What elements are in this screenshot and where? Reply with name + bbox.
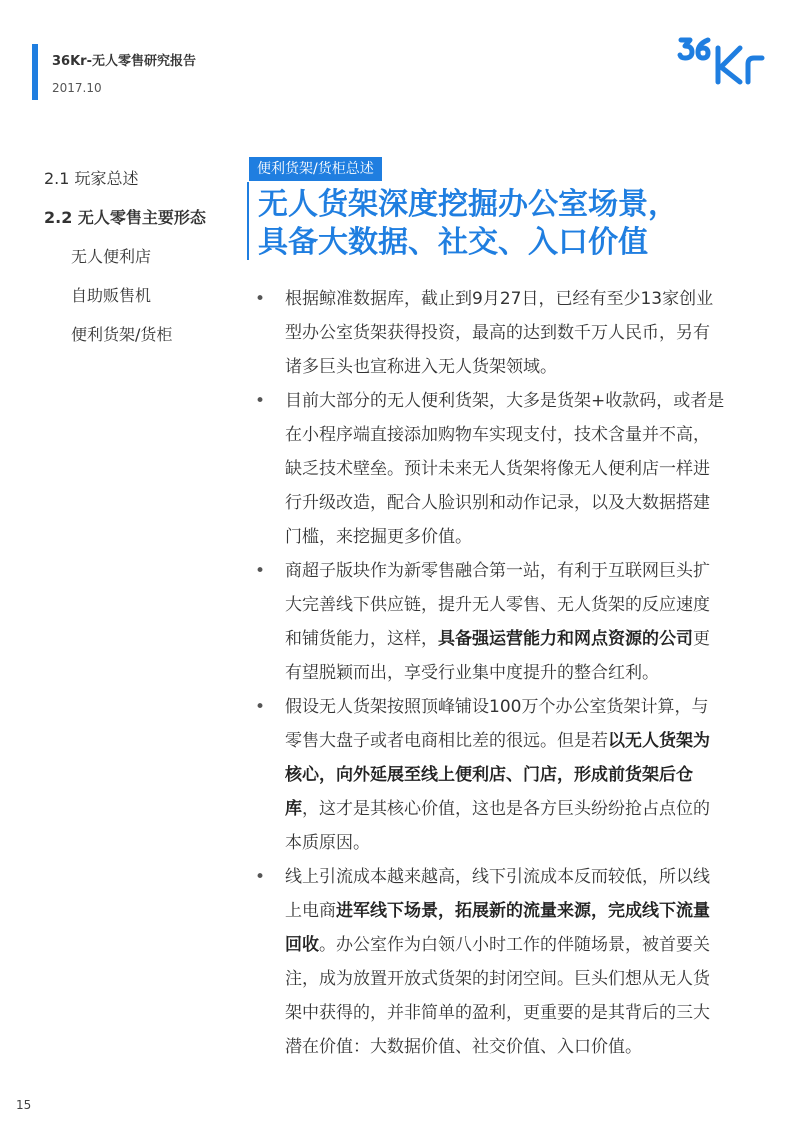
- bullet-text: 商超子版块作为新零售融合第一站，有利于互联网巨头扩大完善线下供应链，提升无人零售、无人货架的反应速度和铺货能力，这样，: [285, 561, 710, 649]
- toc-item-shelf-cabinet[interactable]: 便利货架/货柜: [71, 325, 173, 344]
- section-heading: [258, 186, 738, 262]
- toc-item-unmanned-store[interactable]: 无人便利店: [71, 247, 152, 266]
- toc-item-2-2[interactable]: 2.2 无人零售主要形态: [44, 208, 206, 227]
- bullet-text: ，这才是其核心价值，这也是各方巨头纷纷抢占点位的本质原因。: [285, 799, 710, 853]
- bullet-list: [255, 282, 725, 1064]
- bullet-item: [255, 860, 725, 1064]
- heading-accent-rule: [247, 182, 249, 260]
- bullet-dot-icon: •: [255, 561, 266, 581]
- bullet-item: [255, 554, 725, 690]
- bullet-text: 。办公室作为白领八小时工作的伴随场景，被首要关注，成为放置开放式货架的封闭空间。巨头们想从无人货架中获得的，并非简单的盈利，更重要的是其背后的三大潜在价值：大数据价值、社交价值、入口价值。: [285, 935, 710, 1057]
- page-number: 15: [16, 1098, 32, 1112]
- section-heading-line-1: 无人货架深度挖掘办公室场景，: [258, 187, 678, 222]
- bullet-text: 假设无人货架按照顶峰铺设100万个办公室货架计算，与零售大盘子或者电商相比差的很远。但是若: [285, 697, 709, 751]
- bullet-text: 线上引流成本越来越高，线下引流成本反而较低，所以线上电商: [285, 867, 710, 921]
- report-date: 2017.10: [52, 81, 102, 95]
- toc-item-vending-machine[interactable]: 自助贩售机: [71, 286, 152, 305]
- 36kr-logo: [676, 34, 768, 86]
- bullet-text: 更有望脱颖而出，享受行业集中度提升的整合红利。: [285, 629, 710, 683]
- bullet-text-emphasis: 以无人货架为核心，向外延展至线上便利店、门店，形成前货架后仓库: [285, 731, 710, 819]
- 36kr-logo-mark: [676, 34, 768, 86]
- bullet-dot-icon: •: [255, 697, 266, 717]
- bullet-item: [255, 282, 725, 384]
- bullet-dot-icon: •: [255, 867, 266, 887]
- header-accent-bar: [32, 44, 38, 100]
- bullet-dot-icon: •: [255, 289, 266, 309]
- bullet-item: [255, 384, 725, 554]
- report-title: 36Kr-无人零售研究报告: [52, 54, 196, 69]
- bullet-text: 目前大部分的无人便利货架，大多是货架+收款码，或者是在小程序端直接添加购物车实现支付，技术含量并不高，缺乏技术壁垒。预计未来无人货架将像无人便利店一样进行升级改造，配合人脸识别和动作记录，以及大数据搭建门槛，来挖掘更多价值。: [285, 391, 725, 547]
- bullet-text: 根据鲸准数据库，截止到9月27日，已经有至少13家创业型办公室货架获得投资，最高的达到数千万人民币，另有诸多巨头也宣称进入无人货架领域。: [285, 289, 714, 377]
- bullet-dot-icon: •: [255, 391, 266, 411]
- section-heading-line-2: 具备大数据、社交、入口价值: [258, 225, 648, 260]
- bullet-text-emphasis: 进军线下场景，拓展新的流量来源，完成线下流量回收: [285, 901, 710, 955]
- section-tag: 便利货架/货柜总述: [249, 157, 382, 181]
- toc-item-2-1[interactable]: 2.1 玩家总述: [44, 169, 139, 188]
- bullet-item: [255, 690, 725, 860]
- bullet-text-emphasis: 具备强运营能力和网点资源的公司: [438, 629, 693, 649]
